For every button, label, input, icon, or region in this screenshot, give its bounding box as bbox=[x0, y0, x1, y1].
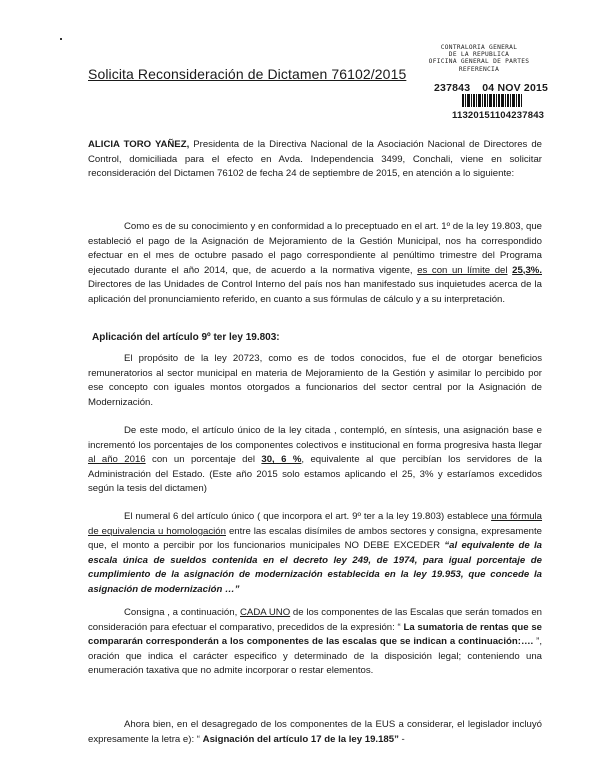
breakdown-quote: Asignación del artículo 17 de la ley 19.185” bbox=[202, 733, 399, 745]
context-text-a: Como es de su conocimiento y en conformidad a lo preceptuado en el art. 1º de la ley 19.803, que estableció el pago de la Asignación de Mejoramiento de la Gestión Municipal, nos ha correspondido efectuar en el mes de octubre pasado el pago correspondiente al penúltimo trimestre del Programa ejecutado durante el año 2014, que, de acuerdo a la normativa vigente, bbox=[88, 221, 542, 276]
stamp-line-2: DE LA REPUBLICA bbox=[448, 51, 510, 59]
context-underlined: es con un límite del bbox=[417, 264, 508, 276]
components-text-b: de los componentes de las Escalas que serán tomados en consideración para efectuar el comparativo, precedidos de la expresión: “ bbox=[88, 607, 543, 633]
progression-percentage: 30, 6 % bbox=[261, 454, 302, 465]
components-each: CADA UNO bbox=[240, 607, 291, 618]
intro-text: Presidenta de la Directiva Nacional de la Asociación Nacional de Directores de Control, domiciliada para el efecto en Avda. Independencia 3499, Conchali, viene en solicitar reconsideración del Dictamen 76102 de fecha 24 de septiembre de 2015, en atención a lo siguiente: bbox=[88, 139, 543, 179]
progression-text-a: De este modo, el artículo único de la ley citada , contempló, en síntesis, una asignación base e incrementó los porcentajes de los componentes colectivos e institucional en forma progresiva hasta llegar bbox=[88, 425, 542, 451]
components-text-a: Consigna , a continuación, bbox=[124, 607, 240, 618]
stamp-line-1: CONTRALORIA GENERAL bbox=[440, 44, 518, 51]
purpose-text: El propósito de la ley 20723, como es de todos conocidos, fue el de otorgar beneficios remuneratorios al sector municipal en materia de Mejoramiento de la Gestión y asimilar lo percibido por ese concepto con iguales montos otorgados a funcionarios del sector central por la Asignación de Modernización. bbox=[88, 353, 542, 408]
progression-text-b: con un porcentaje del bbox=[145, 454, 262, 465]
section-heading: Aplicación del artículo 9º ter ley 19.803: bbox=[92, 332, 280, 343]
progression-year: al año 2016 bbox=[88, 454, 146, 465]
scan-speck bbox=[60, 38, 62, 40]
stamp-date: 04 NOV 2015 bbox=[482, 82, 549, 94]
stamp-number: 237843 bbox=[434, 82, 471, 94]
stamp-line-4: REFERENCIA bbox=[458, 65, 500, 73]
paragraph-progression bbox=[88, 424, 542, 497]
equivalence-formula: una fórmula de equivalencia u homologación bbox=[88, 511, 543, 537]
stamp-code: 11320151104237843 bbox=[452, 110, 545, 121]
context-limit: 25,3%. bbox=[512, 264, 542, 276]
context-text-b: Directores de las Unidades de Control Interno del país nos han manifestado sus inquietudes acerca de la aplicación del pronunciamiento referido, en cuanto a sus fórmulas de cálculo y a su interpretación. bbox=[88, 279, 542, 305]
stamp-number-row bbox=[434, 82, 548, 94]
document-title: Solicita Reconsideración de Dictamen 76102/2015 bbox=[88, 66, 407, 82]
paragraph-components bbox=[88, 606, 542, 679]
components-quote: La sumatoria de rentas que se compararán corresponderán a los componentes de las escalas que se indican a continuación:…. bbox=[88, 621, 542, 647]
paragraph-equivalence bbox=[88, 510, 542, 597]
stamp-line-3: OFICINA GENERAL DE PARTES bbox=[428, 58, 530, 66]
equivalence-text-a: El numeral 6 del artículo único ( que incorpora el art. 9º ter a la ley 19.803) establece bbox=[124, 511, 492, 522]
progression-text-c: , equivalente al que percibían los servidores de la Administración del Estado. (Este año 2015 solo estamos aplicando el 25, 3% y estaríamos excedidos según la tesis del dictamen) bbox=[88, 454, 542, 494]
breakdown-text-c: - bbox=[398, 733, 405, 745]
paragraph-intro bbox=[88, 138, 542, 182]
paragraph-breakdown bbox=[88, 718, 542, 747]
paragraph-context bbox=[88, 220, 542, 307]
author-name: ALICIA TORO YAÑEZ, bbox=[88, 139, 190, 150]
breakdown-text-a: Ahora bien, en el desagregado de los componentes de la EUS a considerar, el legislador incluyó expresamente la letra e): “ bbox=[88, 719, 542, 745]
paragraph-purpose bbox=[88, 352, 542, 410]
equivalence-text-b: entre las escalas disímiles de ambos sectores y consigna, expresamente que, el monto a percibir por los funcionarios municipales NO DEBE EXCEDER bbox=[88, 525, 543, 551]
reception-stamp bbox=[414, 44, 544, 73]
barcode-icon bbox=[462, 94, 522, 107]
components-text-c: ”, oración que indica el carácter especifico y determinado de la disposición legal; conteniendo una enumeración taxativa que no admite incorporar o restar elementos. bbox=[88, 636, 542, 676]
equivalence-quote: “al equivalente de la escala única de sueldos contenida en el decreto ley 249, de 1974, para igual porcentaje de cumplimiento de la asignación de modernización establecida en la ley 19.953, que concede la asignación de modernización …” bbox=[88, 540, 542, 595]
